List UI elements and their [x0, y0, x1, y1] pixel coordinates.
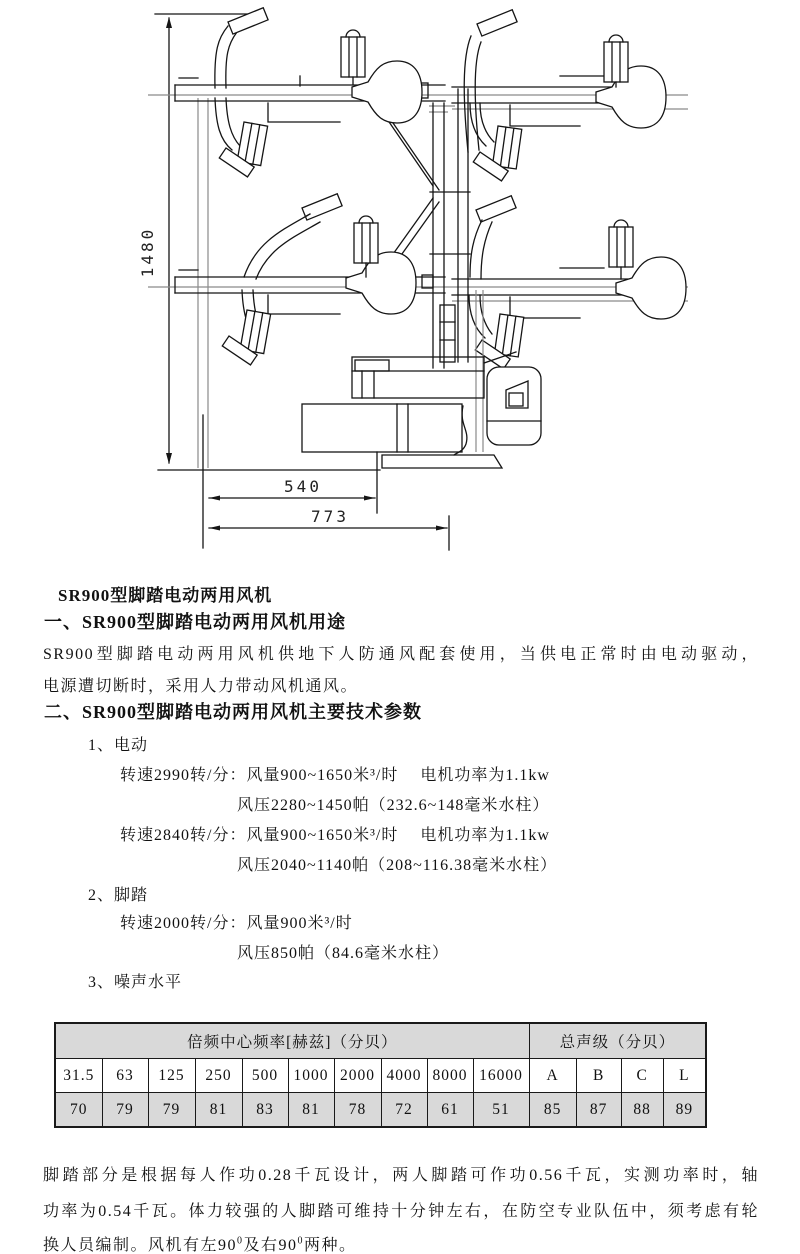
section1-body-line1: SR900型脚踏电动两用风机供地下人防通风配套使用，当供电正常时由电动驱动， — [43, 646, 759, 663]
noise-value-cell: 51 — [473, 1093, 529, 1128]
noise-band-cell: 31.5 — [55, 1059, 102, 1093]
noise-value-cell: 79 — [148, 1093, 195, 1128]
footer-line1: 脚踏部分是根据每人作功0.28千瓦设计，两人脚踏可作功0.56千瓦，实测功率时，轴 — [43, 1167, 759, 1184]
noise-value-cell: 72 — [381, 1093, 427, 1128]
technical-drawing — [0, 0, 800, 560]
pedal-label: 2、脚踏 — [88, 887, 149, 904]
degree-sup: 0 — [237, 1235, 244, 1247]
pedal-row-upper — [148, 8, 688, 190]
noise-band-cell: B — [576, 1059, 621, 1093]
noise-value-cell: 85 — [529, 1093, 576, 1128]
dim-width-outer-label: 773 — [311, 507, 349, 526]
noise-band-cell: 250 — [195, 1059, 242, 1093]
noise-band-row — [55, 1059, 706, 1093]
pedal-row-lower — [148, 194, 688, 369]
noise-label: 3、噪声水平 — [88, 974, 183, 991]
noise-band-cell: 4000 — [381, 1059, 427, 1093]
dim-width-inner-label: 540 — [284, 477, 322, 496]
noise-band-cell: 16000 — [473, 1059, 529, 1093]
noise-value-cell: 88 — [621, 1093, 663, 1128]
page-title: SR900型脚踏电动两用风机 — [58, 586, 273, 605]
footer-line2: 功率为0.54千瓦。体力较强的人脚踏可维持十分钟左右，在防空专业队伍中，须考虑有轮 — [43, 1203, 759, 1220]
noise-band-cell: 125 — [148, 1059, 195, 1093]
noise-table — [54, 1022, 707, 1128]
electric-speed-2: 转速2840转/分：风量900~1650米³/时 电机功率为1.1kw — [120, 827, 550, 844]
noise-band-cell: 1000 — [288, 1059, 334, 1093]
noise-value-cell: 83 — [242, 1093, 288, 1128]
dim-height-label: 1480 — [138, 226, 157, 278]
degree-sup: 0 — [297, 1235, 305, 1247]
noise-band-cell: 8000 — [427, 1059, 473, 1093]
footer-line3: 换人员编制。风机有左$90^0$及右$90^0$两种。 — [43, 1235, 357, 1254]
noise-band-cell: A — [529, 1059, 576, 1093]
noise-value-cell: 87 — [576, 1093, 621, 1128]
noise-band-cell: C — [621, 1059, 663, 1093]
noise-value-cell: 79 — [102, 1093, 148, 1128]
noise-value-cell: 81 — [195, 1093, 242, 1128]
pedal-pressure: 风压850帕（84.6毫米水柱） — [237, 945, 450, 962]
noise-value-cell: 81 — [288, 1093, 334, 1128]
noise-value-cell: 61 — [427, 1093, 473, 1128]
total-header-cell: 总声级（分贝） — [529, 1023, 706, 1059]
noise-value-row — [55, 1093, 706, 1128]
section1-body-line2: 电源遭切断时，采用人力带动风机通风。 — [43, 678, 359, 695]
section2-heading: 二、SR900型脚踏电动两用风机主要技术参数 — [44, 702, 423, 722]
noise-table-header-row — [55, 1023, 706, 1059]
electric-speed-1: 转速2990转/分：风量900~1650米³/时 电机功率为1.1kw — [120, 767, 550, 784]
section1-heading: 一、SR900型脚踏电动两用风机用途 — [44, 612, 347, 632]
noise-band-cell: 500 — [242, 1059, 288, 1093]
dim-height — [138, 14, 252, 464]
fan-housing — [302, 305, 516, 468]
noise-value-cell: 70 — [55, 1093, 102, 1128]
motor — [487, 367, 541, 445]
noise-value-cell: 89 — [663, 1093, 706, 1128]
dim-widths — [158, 415, 449, 550]
noise-value-cell: 78 — [334, 1093, 381, 1128]
octave-header-cell: 倍频中心频率[赫兹]（分贝） — [55, 1023, 529, 1059]
electric-pressure-2: 风压2040~1140帕（208~116.38毫米水柱） — [237, 857, 558, 874]
electric-pressure-1: 风压2280~1450帕（232.6~148毫米水柱） — [237, 797, 550, 814]
noise-band-cell: 2000 — [334, 1059, 381, 1093]
electric-label: 1、电动 — [88, 737, 149, 754]
noise-band-cell: 63 — [102, 1059, 148, 1093]
noise-band-cell: L — [663, 1059, 706, 1093]
pedal-speed: 转速2000转/分：风量900米³/时 — [120, 915, 353, 932]
